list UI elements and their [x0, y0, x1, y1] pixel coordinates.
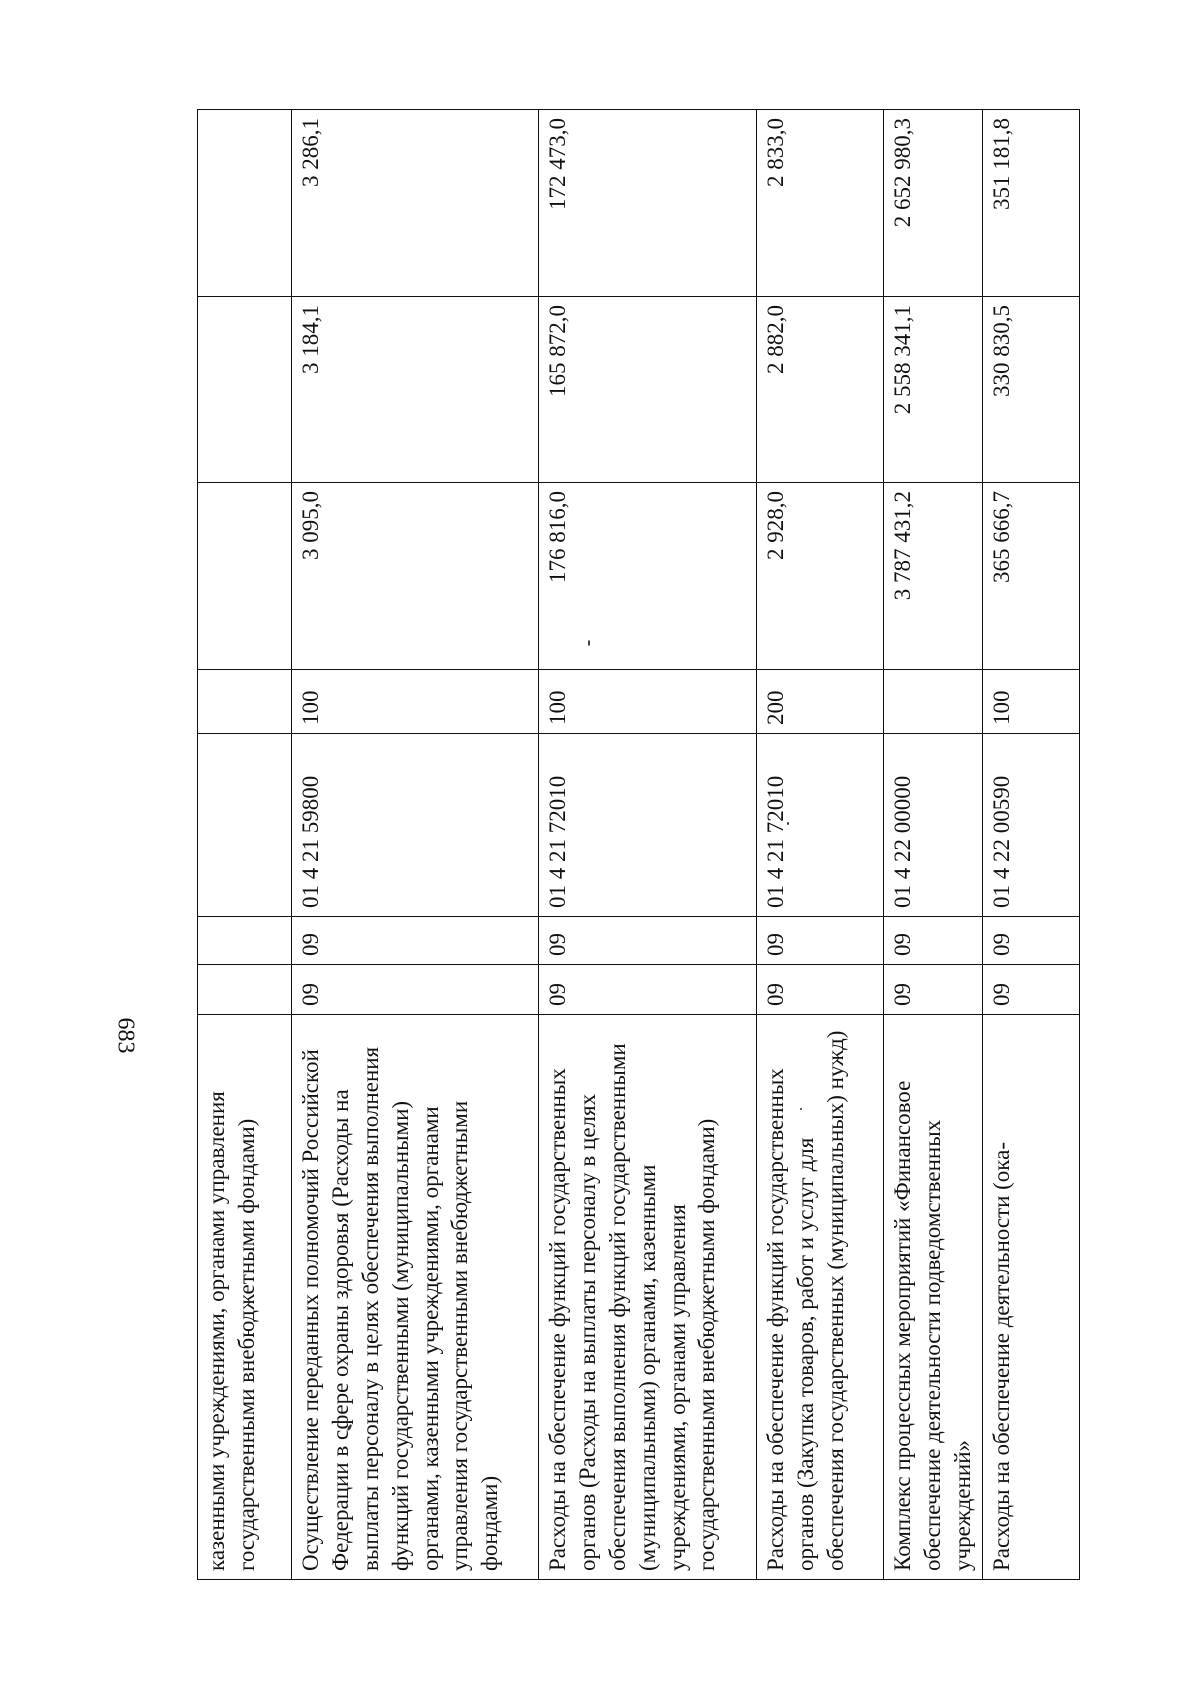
table-row: [198, 110, 292, 1580]
amount-year-3: 2 833,0: [757, 110, 884, 297]
amount-year-1: 176 816,0: [539, 483, 757, 670]
row-description: Комплекс процессных мероприятий «Финансовое обеспечение деятельности подведомственных учреждений»: [884, 1015, 983, 1580]
subsection-code: 09: [982, 917, 1079, 965]
amount-year-2: 165 872,0: [539, 297, 757, 483]
amount-year-1: 3 787 431,2: [884, 483, 983, 670]
amount-year-3: 172 473,0: [539, 110, 757, 297]
section-code: 09: [539, 965, 757, 1015]
row-description: Расходы на обеспечение функций государственных органов (Закупка товаров, работ и услуг для обеспечения государственных (муниципальных) нужд): [757, 1015, 884, 1580]
subsection-code: 09: [539, 917, 757, 965]
amount-year-2: 3 184,1: [292, 297, 539, 483]
target-article-code: 01 4 22 00000: [884, 734, 983, 917]
subsection-code: 09: [757, 917, 884, 965]
amount-year-3: 351 181,8: [982, 110, 1079, 297]
amount-year-2: 330 830,5: [982, 297, 1079, 483]
target-article-code: 01 4 21 59800: [292, 734, 539, 917]
target-article-code: 01 4 21 72010: [539, 734, 757, 917]
target-article-code: 01 4 21 72010: [757, 734, 884, 917]
subsection-code: 09: [292, 917, 539, 965]
table-row: [292, 110, 539, 1580]
expense-type-code: [884, 670, 983, 734]
row-description: Осуществление переданных полномочий Российской Федерации в сфере охраны здоровья (Расходы на выплаты персоналу в целях обеспечения выполнения функций государственными (муниципальными) органами, казенными учреждениями, органами управления государственными внебюджетными фондами): [292, 1015, 539, 1580]
amount-year-2: [198, 297, 292, 483]
amount-year-3: 2 652 980,3: [884, 110, 983, 297]
table-row: [884, 110, 983, 1580]
amount-year-1: 2 928,0: [757, 483, 884, 670]
section-code: [198, 965, 292, 1015]
expense-type-code: [198, 670, 292, 734]
expense-type-code: 100: [982, 670, 1079, 734]
subsection-code: [198, 917, 292, 965]
target-article-code: [198, 734, 292, 917]
expense-type-code: 100: [539, 670, 757, 734]
amount-year-1: [198, 483, 292, 670]
amount-year-1: 3 095,0: [292, 483, 539, 670]
section-code: 09: [292, 965, 539, 1015]
section-code: 09: [757, 965, 884, 1015]
row-description: Расходы на обеспечение функций государственных органов (Расходы на выплаты персоналу в целях обеспечения выполнения функций государственными (муниципальными) органами, казенными учреждениями, органами управления государственными внебюджетными фондами): [539, 1015, 757, 1580]
row-description: казенными учреждениями, органами управления государственными внебюджетными фондами): [198, 1015, 292, 1580]
page-number: 683: [112, 1017, 139, 1054]
row-description: Расходы на обеспечение деятельности (ока-: [982, 1015, 1079, 1580]
table-row: [757, 110, 884, 1580]
section-code: 09: [982, 965, 1079, 1015]
expense-type-code: 100: [292, 670, 539, 734]
budget-table-rotated: [197, 110, 1077, 1580]
amount-year-2: 2 882,0: [757, 297, 884, 483]
expense-type-code: 200: [757, 670, 884, 734]
budget-table: [197, 109, 1080, 1580]
amount-year-1: 365 666,7: [982, 483, 1079, 670]
section-code: 09: [884, 965, 983, 1015]
table-row: [539, 110, 757, 1580]
table-row: [982, 110, 1079, 1580]
amount-year-2: 2 558 341,1: [884, 297, 983, 483]
subsection-code: 09: [884, 917, 983, 965]
amount-year-3: [198, 110, 292, 297]
target-article-code: 01 4 22 00590: [982, 734, 1079, 917]
amount-year-3: 3 286,1: [292, 110, 539, 297]
